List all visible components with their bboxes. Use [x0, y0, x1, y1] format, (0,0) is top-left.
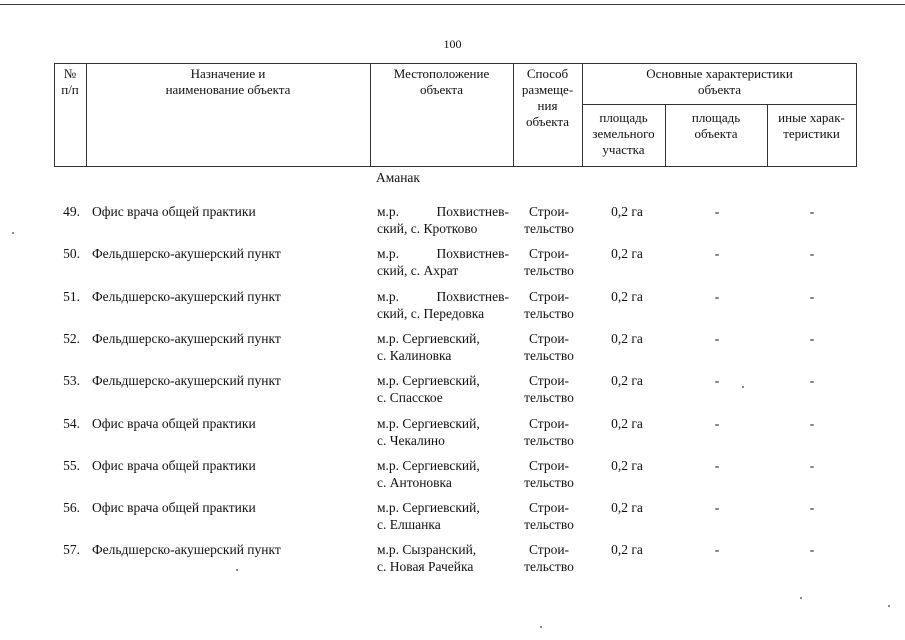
land-area: 0,2 га: [611, 204, 643, 219]
section-title: Аманак: [376, 170, 420, 185]
object-area: -: [714, 331, 720, 346]
land-area: 0,2 га: [611, 458, 643, 473]
placement-method: Строи- тельство: [524, 416, 574, 448]
object-name: Офис врача общей практики: [92, 204, 256, 219]
scan-speck: [540, 626, 542, 628]
placement-method: Строи- тельство: [524, 331, 574, 363]
object-area: -: [714, 500, 720, 515]
placement-method: Строи- тельство: [524, 289, 574, 321]
header-divider: [582, 104, 857, 105]
table-header: [54, 63, 857, 167]
land-area: 0,2 га: [611, 331, 643, 346]
object-area: -: [714, 416, 720, 431]
object-location: м.р. Похвистнев- ский, с. Ахрат: [377, 246, 509, 278]
object-area: -: [714, 458, 720, 473]
header-border-top: [54, 63, 857, 64]
header-col-name: Назначение и наименование объекта: [165, 66, 291, 97]
other-characteristics: -: [809, 416, 815, 431]
other-characteristics: -: [809, 542, 815, 557]
object-name: Фельдшерско-акушерский пункт: [92, 373, 281, 388]
object-area: -: [714, 204, 720, 219]
header-border-bottom: [54, 166, 857, 167]
header-col-location: Местоположение объекта: [393, 66, 490, 97]
header-col-other: иные харак- теристики: [778, 110, 845, 141]
object-location: м.р. Сергиевский, с. Антоновка: [377, 458, 480, 490]
scan-speck: [12, 232, 14, 234]
object-location: м.р. Сызранский, с. Новая Рачейка: [377, 542, 477, 574]
placement-method: Строи- тельство: [524, 246, 574, 278]
other-characteristics: -: [809, 458, 815, 473]
table-row: [0, 541, 905, 581]
object-name: Фельдшерско-акушерский пункт: [92, 289, 281, 304]
row-number: 49.: [63, 204, 80, 219]
placement-method: Строи- тельство: [524, 373, 574, 405]
row-number: 50.: [63, 246, 80, 261]
object-location: м.р. Сергиевский, с. Елшанка: [377, 500, 480, 532]
scan-speck: [888, 605, 890, 607]
object-name: Фельдшерско-акушерский пункт: [92, 542, 281, 557]
header-col-land-area: площадь земельного участка: [592, 110, 655, 157]
table-row: [0, 457, 905, 497]
row-number: 54.: [63, 416, 80, 431]
table-row: [0, 499, 905, 539]
object-name: Фельдшерско-акушерский пункт: [92, 331, 281, 346]
row-number: 55.: [63, 458, 80, 473]
page-number: 100: [443, 37, 462, 51]
land-area: 0,2 га: [611, 373, 643, 388]
scan-speck: [742, 386, 744, 388]
header-col-number: № п/п: [61, 66, 79, 97]
other-characteristics: -: [809, 331, 815, 346]
row-number: 57.: [63, 542, 80, 557]
object-area: -: [714, 373, 720, 388]
object-area: -: [714, 246, 720, 261]
object-location: м.р. Сергиевский, с. Спасское: [377, 373, 480, 405]
table-row: [0, 203, 905, 243]
object-location: м.р. Похвистнев- ский, с. Передовка: [377, 289, 509, 321]
placement-method: Строи- тельство: [524, 542, 574, 574]
row-number: 51.: [63, 289, 80, 304]
other-characteristics: -: [809, 500, 815, 515]
placement-method: Строи- тельство: [524, 458, 574, 490]
table-row: [0, 372, 905, 412]
header-col-main-characteristics: Основные характеристики объекта: [646, 66, 793, 97]
other-characteristics: -: [809, 289, 815, 304]
scan-speck: [800, 597, 802, 599]
other-characteristics: -: [809, 204, 815, 219]
header-col-method: Способ размеще- ния объекта: [521, 66, 574, 129]
land-area: 0,2 га: [611, 289, 643, 304]
land-area: 0,2 га: [611, 500, 643, 515]
table-row: [0, 330, 905, 370]
object-name: Офис врача общей практики: [92, 416, 256, 431]
land-area: 0,2 га: [611, 542, 643, 557]
row-number: 52.: [63, 331, 80, 346]
row-number: 53.: [63, 373, 80, 388]
scan-speck: [236, 569, 238, 571]
table-row: [0, 288, 905, 328]
table-row: [0, 415, 905, 455]
placement-method: Строи- тельство: [524, 204, 574, 236]
object-name: Офис врача общей практики: [92, 458, 256, 473]
object-location: м.р. Похвистнев- ский, с. Кротково: [377, 204, 509, 236]
object-location: м.р. Сергиевский, с. Калиновка: [377, 331, 480, 363]
header-col-object-area: площадь объекта: [691, 110, 741, 141]
object-location: м.р. Сергиевский, с. Чекалино: [377, 416, 480, 448]
land-area: 0,2 га: [611, 416, 643, 431]
other-characteristics: -: [809, 246, 815, 261]
object-name: Фельдшерско-акушерский пункт: [92, 246, 281, 261]
row-number: 56.: [63, 500, 80, 515]
table-row: [0, 245, 905, 285]
object-name: Офис врача общей практики: [92, 500, 256, 515]
object-area: -: [714, 289, 720, 304]
other-characteristics: -: [809, 373, 815, 388]
object-area: -: [714, 542, 720, 557]
page-top-border: [0, 4, 905, 5]
placement-method: Строи- тельство: [524, 500, 574, 532]
land-area: 0,2 га: [611, 246, 643, 261]
